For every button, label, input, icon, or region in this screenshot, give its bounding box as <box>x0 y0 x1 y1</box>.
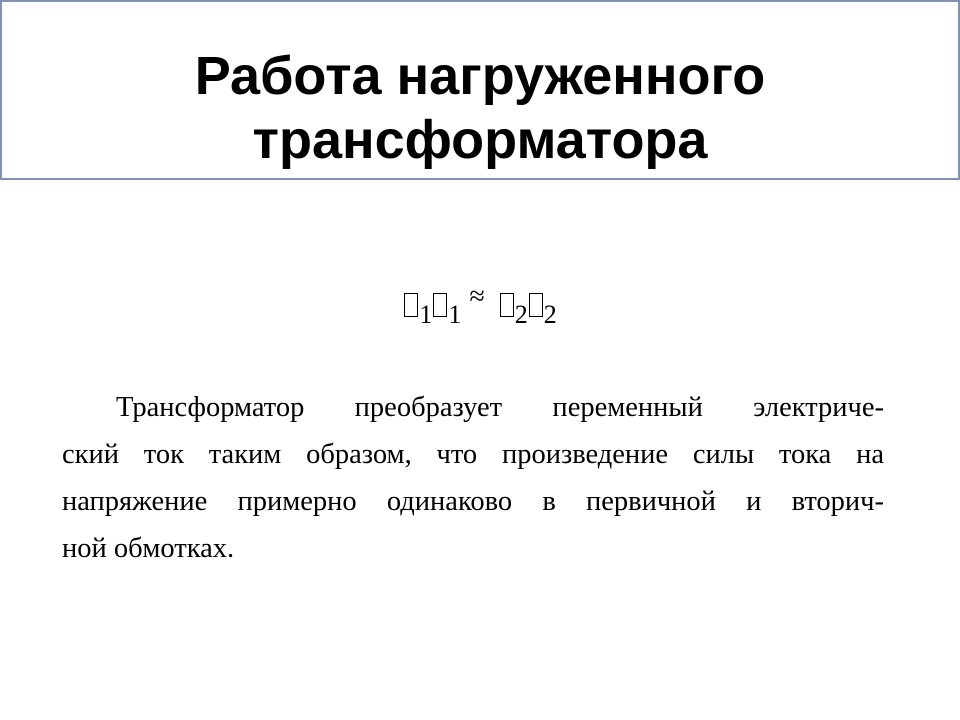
approx-sign: ≈ <box>469 281 485 312</box>
title-banner <box>0 0 960 180</box>
formula-subscript: 1 <box>419 300 433 329</box>
formula-subscript: 1 <box>448 300 462 329</box>
paragraph-line-3: напряжение примерно одинаково в первичной и вторич- <box>62 486 884 517</box>
missing-glyph-icon <box>433 293 447 317</box>
formula-subscript: 2 <box>543 300 557 329</box>
power-balance-formula <box>0 272 960 329</box>
explanation-paragraph <box>62 384 884 572</box>
paragraph-line-2: ский ток таким образом, что произведение силы тока на <box>62 439 884 470</box>
missing-glyph-icon <box>500 293 514 317</box>
page-title-line-2: трансформатора <box>252 110 708 170</box>
missing-glyph-icon <box>529 293 543 317</box>
page-title-line-1: Работа нагруженного <box>194 46 766 106</box>
paragraph-line-4: ной обмотках. <box>62 533 235 564</box>
page-title <box>2 44 958 172</box>
formula-subscript: 2 <box>514 300 528 329</box>
missing-glyph-icon <box>404 293 418 317</box>
paragraph-line-1: Трансформатор преобразует переменный электриче- <box>116 392 884 423</box>
